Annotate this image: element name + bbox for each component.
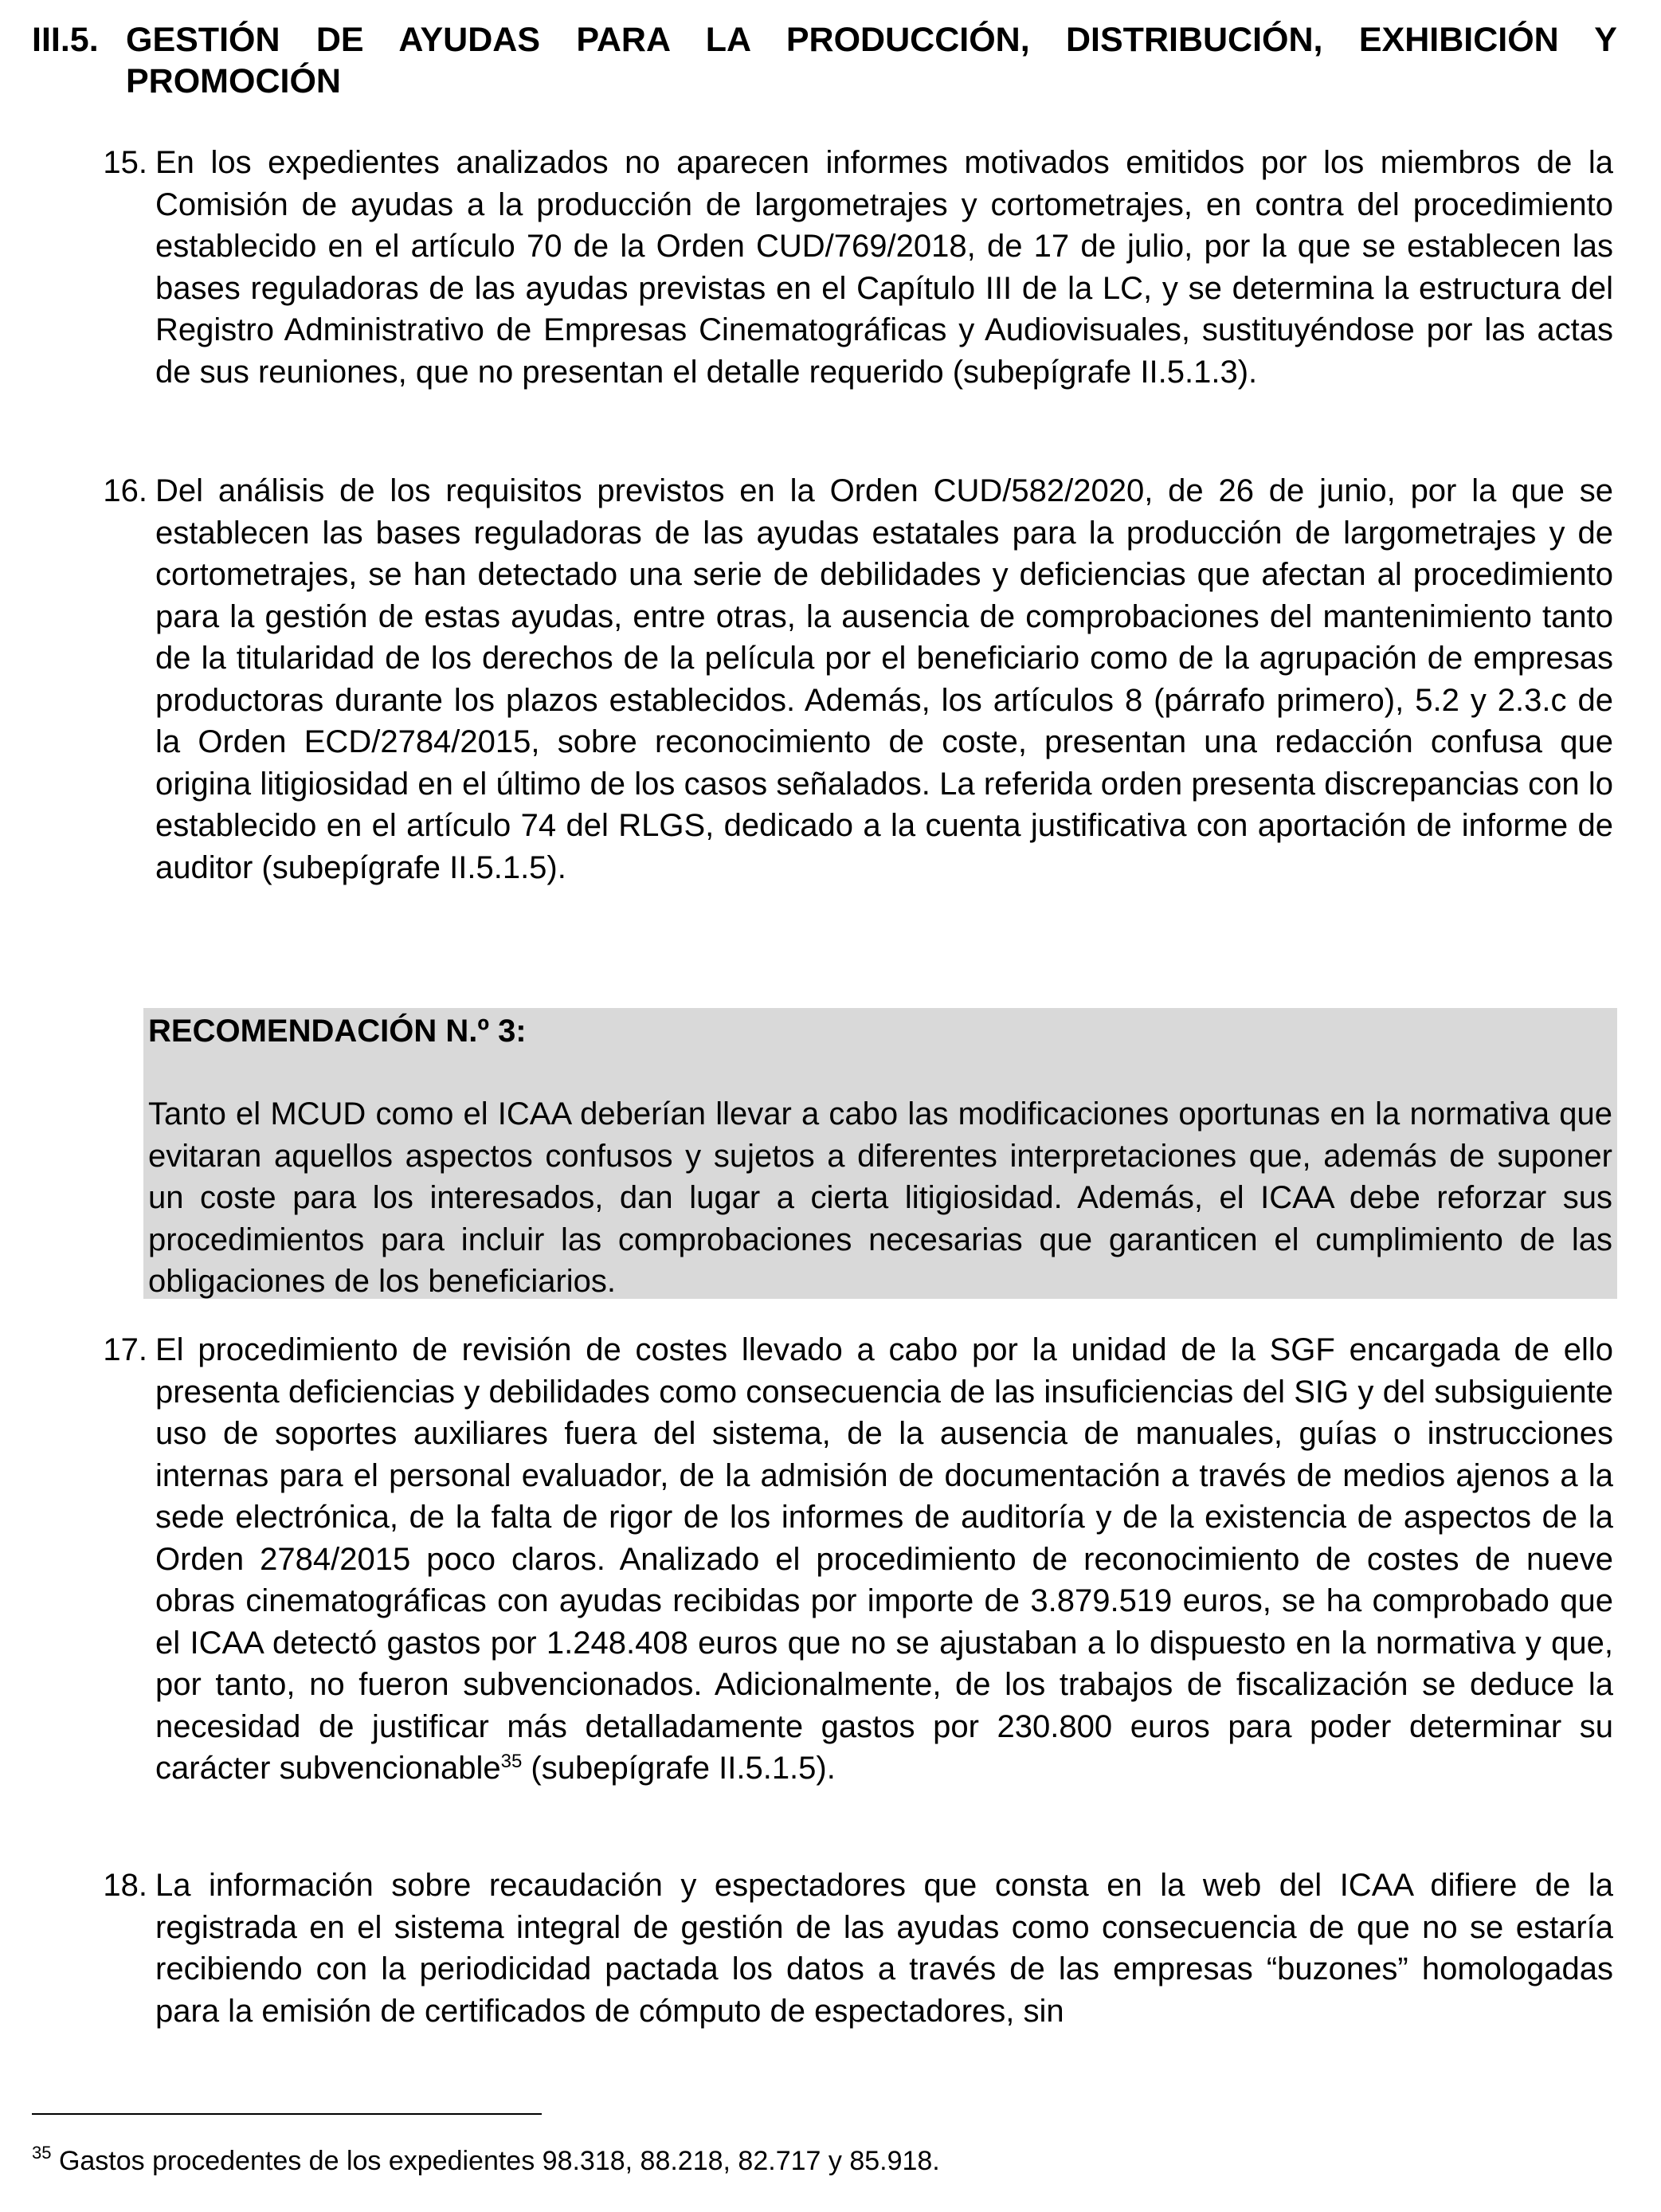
recommendation-title: RECOMENDACIÓN N.º 3: [148, 1014, 527, 1049]
section-heading [32, 19, 1617, 102]
paragraph-text [155, 1329, 1613, 1790]
footnote [32, 2143, 940, 2179]
paragraph-text-main: El procedimiento de revisión de costes llevado a cabo por la unidad de la SGF encargada de ello presenta deficiencias y debilidades como consecuencia de las insuficiencias del SIG y del subsiguiente uso de soportes auxiliares fuera del sistema, de la ausencia de manuales, guías o instrucciones internas para el personal evaluador, de la admisión de documentación a través de medios ajenos a la sede electrónica, de la falta de rigor de los informes de auditoría y de la existencia de aspectos de la Orden 2784/2015 poco claros. Analizado el procedimiento de reconocimiento de costes de nueve obras cinematográficas con ayudas recibidas por importe de 3.879.519 euros, se ha comprobado que el ICAA detectó gastos por 1.248.408 euros que no se ajustaban a lo dispuesto en la normativa y que, por tanto, no fueron subvencionados. Adicionalmente, de los trabajos de fiscalización se deduce la necesidad de justificar más detalladamente gastos por 230.800 euros para poder determinar su carácter subvencionable [155, 1332, 1613, 1786]
footnote-number: 35 [32, 2143, 52, 2163]
paragraph-number: 17. [103, 1332, 147, 1367]
paragraph-15 [84, 142, 1613, 393]
paragraph-text-end: (subepígrafe II.5.1.5). [522, 1751, 836, 1786]
section-title: GESTIÓN DE AYUDAS PARA LA PRODUCCIÓN, DISTRIBUCIÓN, EXHIBICIÓN Y PROMOCIÓN [126, 21, 1617, 100]
paragraph-number: 16. [103, 473, 147, 508]
section-number: III.5. [32, 21, 99, 59]
footnote-reference: 35 [500, 1751, 523, 1772]
paragraph-18 [84, 1865, 1613, 2032]
paragraph-number: 18. [103, 1868, 147, 1903]
footnote-divider [32, 2113, 542, 2115]
paragraph-16 [84, 470, 1613, 888]
paragraph-text: Del análisis de los requisitos previstos en la Orden CUD/582/2020, de 26 de junio, por la que se establecen las bases reguladoras de las ayudas estatales para la producción de largometrajes y de cortometrajes, se han detectado una serie de debilidades y deficiencias que afectan al procedimiento para la gestión de estas ayudas, entre otras, la ausencia de comprobaciones del mantenimiento tanto de la titularidad de los derechos de la película por el beneficiario como de la agrupación de empresas productoras durante los plazos establecidos. Además, los artículos 8 (párrafo primero), 5.2 y 2.3.c de la Orden ECD/2784/2015, sobre reconocimiento de coste, presentan una redacción confusa que origina litigiosidad en el último de los casos señalados. La referida orden presenta discrepancias con lo establecido en el artículo 74 del RLGS, dedicado a la cuenta justificativa con aportación de informe de auditor (subepígrafe II.5.1.5). [155, 473, 1613, 885]
paragraph-text: En los expedientes analizados no aparecen informes motivados emitidos por los miembros de la Comisión de ayudas a la producción de largometrajes y cortometrajes, en contra del procedimiento establecido en el artículo 70 de la Orden CUD/769/2018, de 17 de julio, por la que se establecen las bases reguladoras de las ayudas previstas en el Capítulo III de la LC, y se determina la estructura del Registro Administrativo de Empresas Cinematográficas y Audiovisuales, sustituyéndose por las actas de sus reuniones, que no presentan el detalle requerido (subepígrafe II.5.1.3). [155, 145, 1613, 390]
footnote-text: Gastos procedentes de los expedientes 98.318, 88.218, 82.717 y 85.918. [58, 2146, 940, 2176]
recommendation-text: Tanto el MCUD como el ICAA deberían llevar a cabo las modificaciones oportunas en la normativa que evitaran aquellos aspectos confusos y sujetos a diferentes interpretaciones que, además de suponer un coste para los interesados, dan lugar a cierta litigiosidad. Además, el ICAA debe reforzar sus procedimientos para incluir las comprobaciones necesarias que garanticen el cumplimiento de las obligaciones de los beneficiarios. [148, 1096, 1612, 1299]
paragraph-number: 15. [103, 145, 147, 180]
paragraph-text: La información sobre recaudación y espectadores que consta en la web del ICAA difiere de la registrada en el sistema integral de gestión de las ayudas como consecuencia de que no se estaría recibiendo con la periodicidad pactada los datos a través de las empresas “buzones” homologadas para la emisión de certificados de cómputo de espectadores, sin [155, 1868, 1613, 2029]
paragraph-17 [84, 1329, 1613, 1790]
